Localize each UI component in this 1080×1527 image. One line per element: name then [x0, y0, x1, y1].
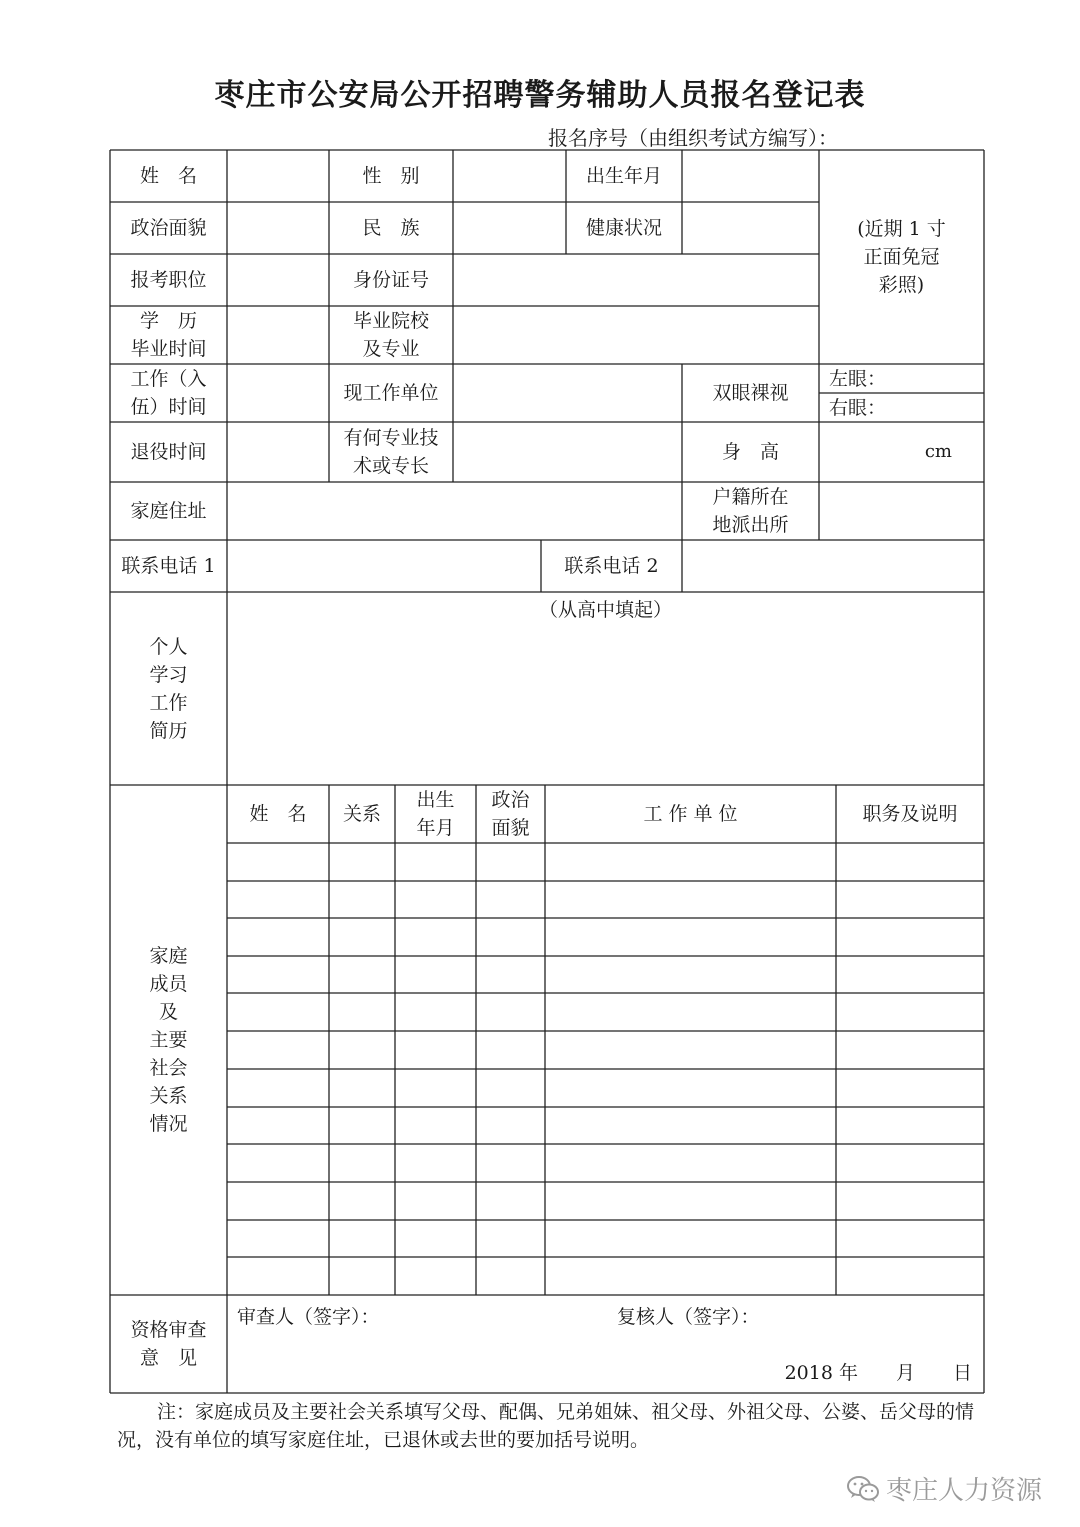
input-education[interactable]	[227, 306, 329, 364]
family-input-cell[interactable]	[836, 1257, 984, 1295]
label-birth: 出生年月	[585, 165, 662, 187]
family-input-cell[interactable]	[227, 993, 329, 1031]
family-input-cell[interactable]	[329, 1069, 395, 1107]
rechecker-signature[interactable]: 复核人（签字）：	[617, 1306, 760, 1328]
family-input-cell[interactable]	[836, 1031, 984, 1069]
family-input-cell[interactable]	[227, 1220, 329, 1257]
family-input-cell[interactable]	[395, 956, 476, 993]
label-skills: 有何专业技 术或专长	[343, 427, 439, 477]
family-input-cell[interactable]	[476, 993, 545, 1031]
input-resume[interactable]: （从高中填起）	[538, 599, 672, 621]
family-input-cell[interactable]	[545, 956, 836, 993]
family-input-cell[interactable]	[545, 1107, 836, 1144]
family-input-cell[interactable]	[476, 956, 545, 993]
family-input-cell[interactable]	[395, 1220, 476, 1257]
label-current-employer: 现工作单位	[343, 382, 439, 404]
label-education: 学 历 毕业时间	[130, 310, 207, 360]
label-school-major: 毕业院校 及专业	[352, 310, 429, 360]
serial-number-label: 报名序号（由组织考试方编写）：	[548, 126, 838, 150]
input-right-eye[interactable]: 右眼：	[829, 396, 887, 419]
family-input-cell[interactable]	[836, 1069, 984, 1107]
label-name: 姓 名	[139, 165, 197, 187]
label-position: 报考职位	[130, 269, 207, 291]
family-input-cell[interactable]	[395, 918, 476, 956]
input-skills[interactable]	[453, 422, 682, 482]
label-health: 健康状况	[585, 217, 662, 239]
input-id-number[interactable]	[453, 254, 819, 306]
family-input-cell[interactable]	[329, 1182, 395, 1220]
label-work-time: 工作（入 伍）时间	[130, 368, 207, 418]
family-input-cell[interactable]	[476, 1144, 545, 1182]
family-header-cell: 职务及说明	[862, 803, 958, 825]
family-input-cell[interactable]	[545, 843, 836, 881]
reviewer-signature[interactable]: 审查人（签字）：	[237, 1306, 380, 1328]
family-header-cell: 政治 面貌	[491, 789, 530, 839]
family-input-cell[interactable]	[836, 1107, 984, 1144]
family-input-cell[interactable]	[836, 1182, 984, 1220]
family-input-cell[interactable]	[227, 956, 329, 993]
family-input-cell[interactable]	[395, 843, 476, 881]
input-police-station[interactable]	[819, 482, 984, 540]
family-input-cell[interactable]	[545, 1144, 836, 1182]
input-gender[interactable]	[453, 150, 566, 202]
input-ethnicity[interactable]	[453, 202, 566, 254]
family-input-cell[interactable]	[329, 1031, 395, 1069]
family-input-cell[interactable]	[836, 1144, 984, 1182]
watermark-text: 枣庄人力资源	[886, 1476, 1043, 1506]
family-input-cell[interactable]	[227, 918, 329, 956]
input-home-address[interactable]	[227, 482, 682, 540]
input-left-eye[interactable]: 左眼：	[829, 367, 887, 390]
input-birth[interactable]	[682, 150, 819, 202]
family-input-cell[interactable]	[329, 1107, 395, 1144]
family-input-cell[interactable]	[329, 993, 395, 1031]
family-input-cell[interactable]	[545, 1182, 836, 1220]
family-input-cell[interactable]	[329, 1257, 395, 1295]
family-input-cell[interactable]	[476, 881, 545, 918]
family-input-cell[interactable]	[329, 843, 395, 881]
input-retire-time[interactable]	[227, 422, 329, 482]
label-home-address: 家庭住址	[130, 500, 207, 522]
label-family: 家庭 成员 及 主要 社会 关系 情况	[149, 945, 188, 1135]
label-phone2: 联系电话 2	[564, 555, 659, 577]
input-phone1[interactable]	[227, 540, 541, 592]
family-input-cell[interactable]	[395, 1031, 476, 1069]
family-input-cell[interactable]	[227, 1182, 329, 1220]
family-header-cell: 关系	[342, 803, 381, 825]
family-input-cell[interactable]	[395, 1182, 476, 1220]
family-input-cell[interactable]	[545, 993, 836, 1031]
input-political[interactable]	[227, 202, 329, 254]
label-phone1: 联系电话 1	[121, 555, 216, 577]
family-input-cell[interactable]	[476, 843, 545, 881]
family-input-cell[interactable]	[329, 918, 395, 956]
label-political: 政治面貌	[130, 217, 207, 239]
family-input-cell[interactable]	[836, 843, 984, 881]
input-current-employer[interactable]	[453, 364, 682, 422]
family-input-cell[interactable]	[836, 918, 984, 956]
family-input-cell[interactable]	[476, 1257, 545, 1295]
family-input-cell[interactable]	[227, 843, 329, 881]
label-gender: 性 别	[362, 165, 420, 187]
family-input-cell[interactable]	[395, 1144, 476, 1182]
family-input-cell[interactable]	[227, 1069, 329, 1107]
family-input-cell[interactable]	[476, 1182, 545, 1220]
input-health[interactable]	[682, 202, 819, 254]
family-input-cell[interactable]	[836, 956, 984, 993]
input-position[interactable]	[227, 254, 329, 306]
input-school-major[interactable]	[453, 306, 819, 364]
wechat-icon	[846, 1474, 880, 1504]
family-input-cell[interactable]	[476, 918, 545, 956]
family-input-cell[interactable]	[476, 1107, 545, 1144]
family-input-cell[interactable]	[227, 1031, 329, 1069]
family-input-cell[interactable]	[227, 881, 329, 918]
label-ethnicity: 民 族	[362, 217, 420, 239]
family-input-cell[interactable]	[227, 1107, 329, 1144]
family-input-cell[interactable]	[545, 1220, 836, 1257]
form-title: 枣庄市公安局公开招聘警务辅助人员报名登记表	[214, 78, 866, 113]
family-input-cell[interactable]	[545, 1257, 836, 1295]
label-retire-time: 退役时间	[130, 441, 207, 463]
review-date: 2018 年 月 日	[784, 1362, 972, 1384]
family-input-cell[interactable]	[836, 993, 984, 1031]
family-input-cell[interactable]	[545, 918, 836, 956]
family-input-cell[interactable]	[395, 1257, 476, 1295]
family-input-cell[interactable]	[476, 1031, 545, 1069]
input-phone2[interactable]	[682, 540, 984, 592]
input-height[interactable]: cm	[924, 441, 952, 462]
family-input-cell[interactable]	[836, 881, 984, 918]
family-input-cell[interactable]	[329, 1144, 395, 1182]
label-height: 身 高	[721, 441, 779, 463]
label-police-station: 户籍所在 地派出所	[712, 486, 789, 536]
family-input-cell[interactable]	[395, 1107, 476, 1144]
label-vision: 双眼裸视	[712, 382, 789, 404]
form-note: 注：家庭成员及主要社会关系填写父母、配偶、兄弟姐妹、祖父母、外祖父母、公婆、岳父母的情况，没有单位的填写家庭住址，已退休或去世的要加括号说明。	[117, 1401, 975, 1451]
input-work-time[interactable]	[227, 364, 329, 422]
photo-box[interactable]: (近期 1 寸 正面免冠 彩照)	[857, 218, 946, 296]
label-resume: 个人 学习 工作 简历	[149, 635, 188, 742]
family-input-cell[interactable]	[329, 1220, 395, 1257]
family-input-cell[interactable]	[545, 1031, 836, 1069]
family-input-cell[interactable]	[476, 1220, 545, 1257]
family-header-cell: 工 作 单 位	[643, 803, 738, 825]
family-input-cell[interactable]	[329, 881, 395, 918]
family-input-cell[interactable]	[545, 881, 836, 918]
family-input-cell[interactable]	[545, 1069, 836, 1107]
family-input-cell[interactable]	[395, 881, 476, 918]
family-header-cell: 出生 年月	[416, 789, 455, 839]
label-id-number: 身份证号	[352, 269, 429, 291]
family-input-cell[interactable]	[329, 956, 395, 993]
watermark	[846, 1470, 1042, 1507]
family-input-cell[interactable]	[227, 1257, 329, 1295]
label-review: 资格审查 意 见	[130, 1319, 207, 1369]
family-header-cell: 姓 名	[249, 803, 307, 825]
input-name[interactable]	[227, 150, 329, 202]
family-input-cell[interactable]	[395, 993, 476, 1031]
family-input-cell[interactable]	[476, 1069, 545, 1107]
family-input-cell[interactable]	[227, 1144, 329, 1182]
family-input-cell[interactable]	[395, 1069, 476, 1107]
family-input-cell[interactable]	[836, 1220, 984, 1257]
